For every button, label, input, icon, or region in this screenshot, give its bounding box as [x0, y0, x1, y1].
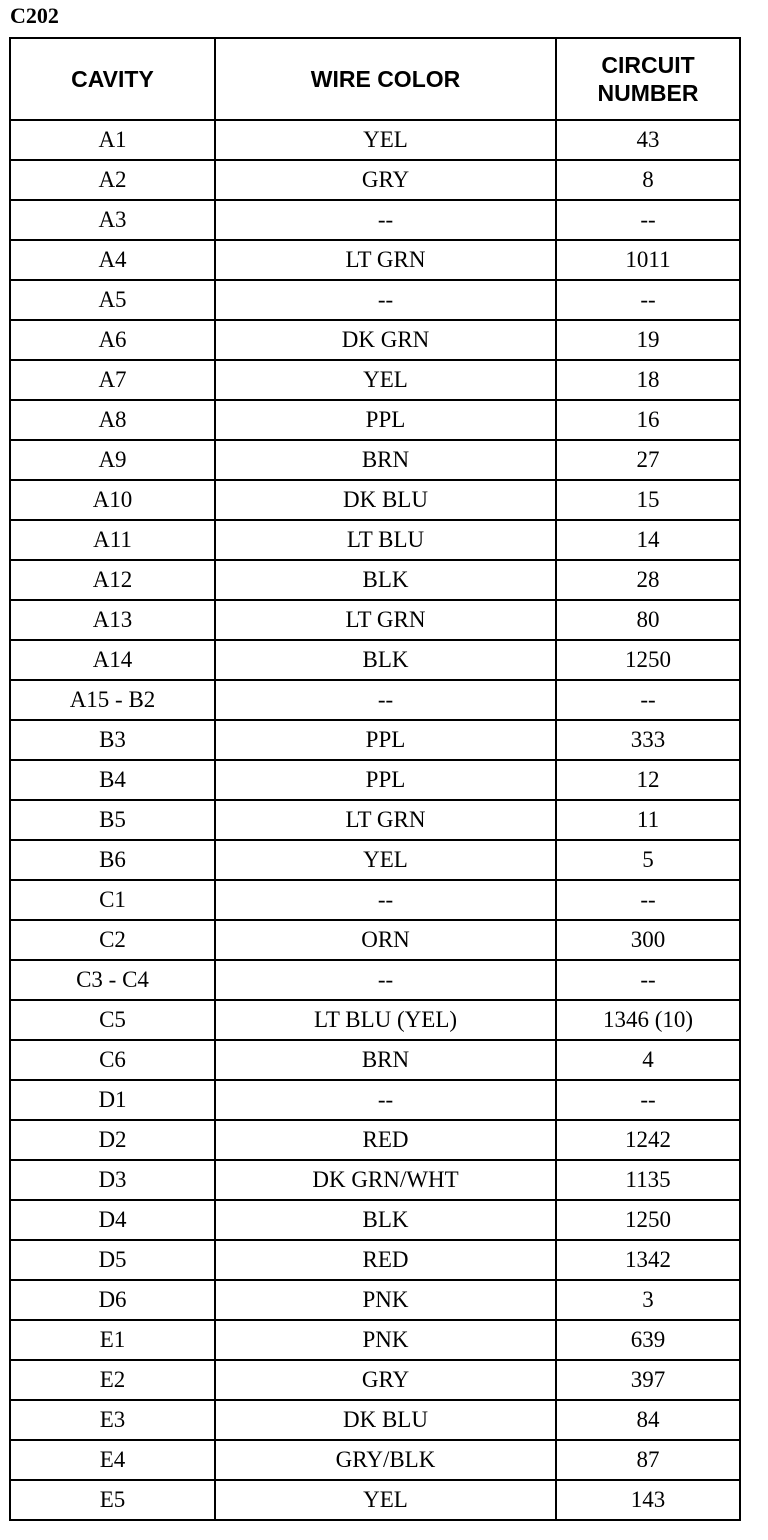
table-row: [10, 800, 740, 840]
table-row: [10, 1080, 740, 1120]
wire-color-cell: BRN: [215, 1040, 556, 1080]
cavity-cell: D5: [10, 1240, 215, 1280]
wire-color-cell: --: [215, 200, 556, 240]
wire-color-cell: --: [215, 280, 556, 320]
circuit-number-cell: 5: [556, 840, 740, 880]
wire-color-cell: DK BLU: [215, 480, 556, 520]
cavity-cell: E5: [10, 1480, 215, 1520]
circuit-number-cell: 18: [556, 360, 740, 400]
table-row: [10, 440, 740, 480]
wire-color-cell: DK GRN/WHT: [215, 1160, 556, 1200]
circuit-number-cell: 333: [556, 720, 740, 760]
wire-color-cell: DK GRN: [215, 320, 556, 360]
cavity-cell: D2: [10, 1120, 215, 1160]
table-row: [10, 1200, 740, 1240]
wire-color-cell: GRY/BLK: [215, 1440, 556, 1480]
wire-color-cell: RED: [215, 1240, 556, 1280]
circuit-number-cell: 1242: [556, 1120, 740, 1160]
page-title: C202: [10, 3, 59, 28]
wire-color-cell: PNK: [215, 1280, 556, 1320]
circuit-number-cell: 1250: [556, 640, 740, 680]
circuit-number-cell: 3: [556, 1280, 740, 1320]
table-body: [10, 120, 740, 1520]
circuit-number-cell: 19: [556, 320, 740, 360]
table-row: [10, 520, 740, 560]
cavity-cell: E1: [10, 1320, 215, 1360]
table-row: [10, 160, 740, 200]
cavity-cell: D6: [10, 1280, 215, 1320]
wire-color-cell: ORN: [215, 920, 556, 960]
table-row: [10, 280, 740, 320]
cavity-cell: A4: [10, 240, 215, 280]
circuit-number-cell: 15: [556, 480, 740, 520]
cavity-cell: A3: [10, 200, 215, 240]
wire-color-cell: LT BLU (YEL): [215, 1000, 556, 1040]
cavity-cell: C2: [10, 920, 215, 960]
circuit-number-cell: 143: [556, 1480, 740, 1520]
header-wire-color: WIRE COLOR: [215, 38, 556, 120]
wire-color-cell: --: [215, 1080, 556, 1120]
wire-color-cell: GRY: [215, 1360, 556, 1400]
wire-color-cell: LT BLU: [215, 520, 556, 560]
connector-table-container: [9, 37, 739, 1521]
cavity-cell: E3: [10, 1400, 215, 1440]
table-row: [10, 1160, 740, 1200]
circuit-number-cell: 397: [556, 1360, 740, 1400]
circuit-number-cell: --: [556, 880, 740, 920]
table-row: [10, 1440, 740, 1480]
table-row: [10, 960, 740, 1000]
table-row: [10, 600, 740, 640]
circuit-number-cell: 8: [556, 160, 740, 200]
cavity-cell: A7: [10, 360, 215, 400]
table-row: [10, 1360, 740, 1400]
wire-color-cell: LT GRN: [215, 240, 556, 280]
wire-color-cell: YEL: [215, 120, 556, 160]
header-cavity: CAVITY: [10, 38, 215, 120]
cavity-cell: C1: [10, 880, 215, 920]
cavity-cell: A11: [10, 520, 215, 560]
table-row: [10, 760, 740, 800]
circuit-number-cell: --: [556, 680, 740, 720]
cavity-cell: E2: [10, 1360, 215, 1400]
cavity-cell: A1: [10, 120, 215, 160]
cavity-cell: A8: [10, 400, 215, 440]
table-row: [10, 920, 740, 960]
cavity-cell: A5: [10, 280, 215, 320]
wire-color-cell: LT GRN: [215, 800, 556, 840]
wire-color-cell: PPL: [215, 400, 556, 440]
circuit-number-cell: --: [556, 960, 740, 1000]
table-row: [10, 480, 740, 520]
wire-color-cell: DK BLU: [215, 1400, 556, 1440]
connector-table: [9, 37, 741, 1521]
wire-color-cell: LT GRN: [215, 600, 556, 640]
table-row: [10, 1040, 740, 1080]
cavity-cell: A14: [10, 640, 215, 680]
table-row: [10, 560, 740, 600]
cavity-cell: E4: [10, 1440, 215, 1480]
cavity-cell: A6: [10, 320, 215, 360]
table-row: [10, 200, 740, 240]
table-row: [10, 1480, 740, 1520]
cavity-cell: D3: [10, 1160, 215, 1200]
circuit-number-cell: 1346 (10): [556, 1000, 740, 1040]
cavity-cell: A13: [10, 600, 215, 640]
circuit-number-cell: 27: [556, 440, 740, 480]
table-row: [10, 120, 740, 160]
cavity-cell: D4: [10, 1200, 215, 1240]
circuit-number-cell: 12: [556, 760, 740, 800]
wire-color-cell: BRN: [215, 440, 556, 480]
circuit-number-cell: 84: [556, 1400, 740, 1440]
wire-color-cell: --: [215, 880, 556, 920]
circuit-number-cell: --: [556, 200, 740, 240]
table-row: [10, 840, 740, 880]
circuit-number-cell: 4: [556, 1040, 740, 1080]
circuit-number-cell: 639: [556, 1320, 740, 1360]
circuit-number-cell: 1135: [556, 1160, 740, 1200]
cavity-cell: A2: [10, 160, 215, 200]
cavity-cell: B4: [10, 760, 215, 800]
wire-color-cell: PNK: [215, 1320, 556, 1360]
cavity-cell: A10: [10, 480, 215, 520]
cavity-cell: A15 - B2: [10, 680, 215, 720]
cavity-cell: B5: [10, 800, 215, 840]
header-row: [10, 38, 740, 120]
table-row: [10, 1400, 740, 1440]
table-row: [10, 880, 740, 920]
header-circuit-number: [556, 38, 740, 120]
circuit-number-cell: 14: [556, 520, 740, 560]
circuit-number-cell: 87: [556, 1440, 740, 1480]
wire-color-cell: GRY: [215, 160, 556, 200]
circuit-number-cell: 80: [556, 600, 740, 640]
cavity-cell: A12: [10, 560, 215, 600]
wire-color-cell: PPL: [215, 760, 556, 800]
table-row: [10, 720, 740, 760]
cavity-cell: B6: [10, 840, 215, 880]
table-row: [10, 640, 740, 680]
wire-color-cell: BLK: [215, 640, 556, 680]
table-row: [10, 240, 740, 280]
circuit-number-cell: --: [556, 1080, 740, 1120]
wire-color-cell: --: [215, 680, 556, 720]
wire-color-cell: YEL: [215, 360, 556, 400]
table-row: [10, 680, 740, 720]
header-circuit-line2: NUMBER: [597, 80, 699, 106]
table-row: [10, 1320, 740, 1360]
cavity-cell: A9: [10, 440, 215, 480]
cavity-cell: B3: [10, 720, 215, 760]
wire-color-cell: YEL: [215, 840, 556, 880]
circuit-number-cell: 300: [556, 920, 740, 960]
header-circuit-line1: CIRCUIT: [601, 52, 695, 78]
cavity-cell: D1: [10, 1080, 215, 1120]
circuit-number-cell: 1011: [556, 240, 740, 280]
table-row: [10, 1120, 740, 1160]
cavity-cell: C6: [10, 1040, 215, 1080]
table-row: [10, 320, 740, 360]
circuit-number-cell: --: [556, 280, 740, 320]
wire-color-cell: YEL: [215, 1480, 556, 1520]
circuit-number-cell: 1250: [556, 1200, 740, 1240]
cavity-cell: C3 - C4: [10, 960, 215, 1000]
wire-color-cell: BLK: [215, 560, 556, 600]
wire-color-cell: RED: [215, 1120, 556, 1160]
wire-color-cell: BLK: [215, 1200, 556, 1240]
circuit-number-cell: 1342: [556, 1240, 740, 1280]
cavity-cell: C5: [10, 1000, 215, 1040]
circuit-number-cell: 28: [556, 560, 740, 600]
wire-color-cell: --: [215, 960, 556, 1000]
circuit-number-cell: 16: [556, 400, 740, 440]
circuit-number-cell: 11: [556, 800, 740, 840]
table-row: [10, 400, 740, 440]
table-row: [10, 1280, 740, 1320]
table-row: [10, 1000, 740, 1040]
table-row: [10, 360, 740, 400]
table-row: [10, 1240, 740, 1280]
circuit-number-cell: 43: [556, 120, 740, 160]
wire-color-cell: PPL: [215, 720, 556, 760]
